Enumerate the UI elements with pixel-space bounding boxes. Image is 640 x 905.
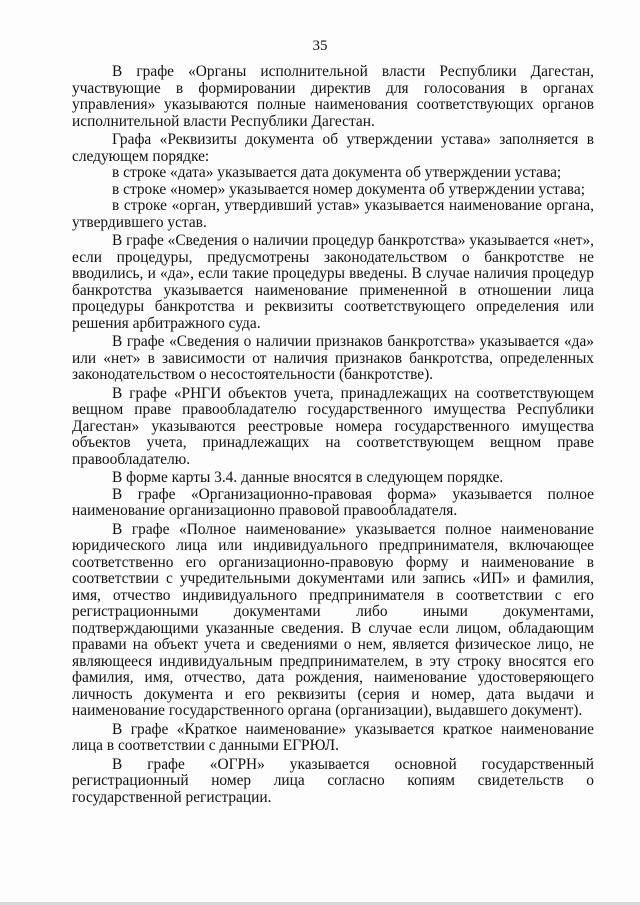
paragraph-legal-form: В графе «Организационно-правовая форма» указывается полное наименование организационно правовой правообладателя. — [72, 485, 594, 519]
paragraph-rngi-objects: В графе «РНГИ объектов учета, принадлежащих на соответствующем вещном праве правообладателю государственного имущества Республики Дагестан» указываются реестровые номера государственного имущества объектов учета, принадлежащих на соответствующем вещном праве правообладателю. — [72, 384, 594, 468]
paragraph-ogrn: В графе «ОГРН» указывается основной государственный регистрационный номер лица согласно копиям свидетельств о государственной регистрации. — [72, 755, 594, 806]
paragraph-bankruptcy-signs: В графе «Сведения о наличии признаков банкротства» указывается «да» или «нет» в зависимости от наличия признаков банкротства, определенных законодательством о несостоятельности (банкротстве). — [72, 333, 594, 383]
paragraph-charter-date: в строке «дата» указывается дата документа об утверждении устава; — [112, 164, 562, 181]
paragraph-charter-requisites: Графа «Реквизиты документа об утверждении устава» заполняется в следующем порядке: — [72, 131, 594, 165]
paragraph-card-3-4: В форме карты 3.4. данные вносятся в следующем порядке. — [112, 469, 504, 486]
page-number: 35 — [312, 38, 328, 54]
paragraph-charter-number: в строке «номер» указывается номер документа об утверждении устава; — [112, 180, 585, 198]
paragraph-full-name: В графе «Полное наименование» указывается полное наименование юридического лица или индивидуального предпринимателя, включающее соответственно его организационно-правовую форму и наименование в соответствии с учредительными документами или запись «ИП» и фамилия, имя, отчество индивидуального предпринимателя в соответствии с его регистрационными документами либо иными документами, подтверждающими указанные сведения. В случае если лицом, обладающим правами на объект учета и сведениями о нем, является физическое лицо, не являющееся индивидуальным предпринимателем, в эту строку вносятся его фамилия, имя, отчество, дата рождения, наименование удостоверяющего личность документа и его реквизиты (серия и номер, дата выдачи и наименование государственного органа (организации), выдавшего документ). — [72, 520, 594, 719]
paragraph-short-name: В графе «Краткое наименование» указывается краткое наименование лица в соответствии с данными ЕГРЮЛ. — [72, 720, 594, 754]
paragraph-charter-authority: в строке «орган, утвердивший устав» указывается наименование органа, утвердившего устав. — [72, 197, 594, 231]
paragraph-bankruptcy-procedures: В графе «Сведения о наличии процедур банкротства» указывается «нет», если процедуры, предусмотрены законодательством о банкротстве не вводились, и «да», если такие процедуры введены. В случае наличия процедур банкротства указывается наименование примененной в отношении лица процедуры банкротства и реквизиты соответствующего определения или решения арбитражного суда. — [72, 232, 594, 332]
document-body — [72, 64, 594, 806]
paragraph-executive-bodies: В графе «Органы исполнительной власти Республики Дагестан, участвующие в формировании директив для голосования в органах управления» указываются полные наименования соответствующих органов исполнительной власти Республики Дагестан. — [72, 63, 594, 130]
